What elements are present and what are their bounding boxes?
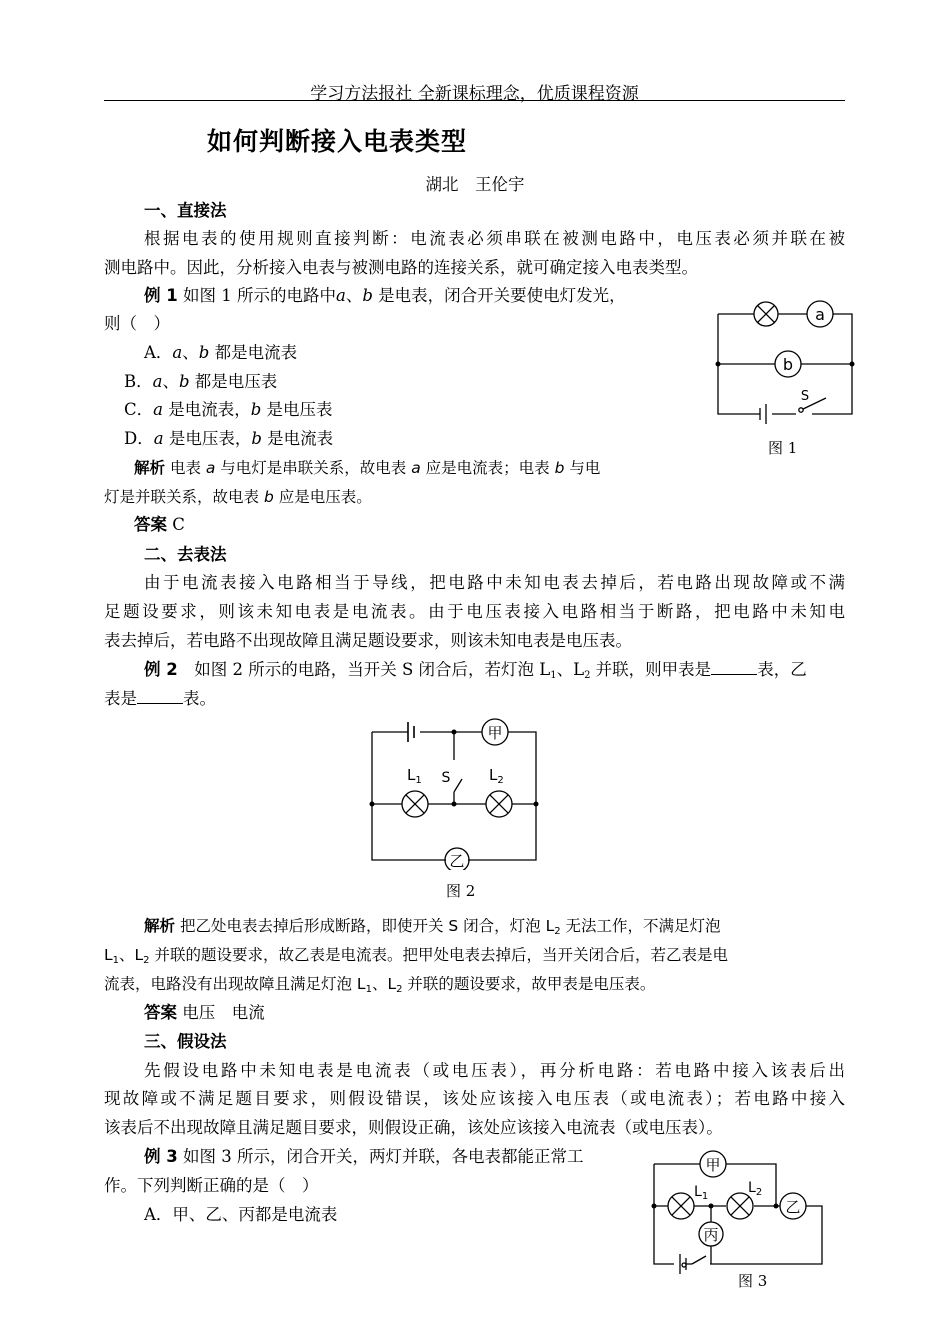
paragraph-2-line-3: 表去掉后，若电路不出现故障且满足题设要求，则该未知电表是电压表。 <box>104 631 632 650</box>
example-1-answer: 答案 C <box>134 515 185 534</box>
paragraph-3-line-3: 该表后不出现故障且满足题目要求，则假设正确，该处应该接入电流表（或电压表）。 <box>104 1118 723 1137</box>
example-2-question-line-2: 表是 表。 <box>104 689 216 708</box>
paragraph-1-line-2: 测电路中。因此，分析接入电表与被测电路的连接关系，就可确定接入电表类型。 <box>104 258 698 277</box>
answer-blank-2[interactable] <box>137 689 183 704</box>
paragraph-2-line-2: 足题设要求，则该未知电表是电流表。由于电压表接入电路相当于断路，把电路中未知电 <box>104 602 845 621</box>
example-2-analysis-line-3: 流表，电路没有出现故障且满足灯泡 $L_1$、$L_2$ 并联的题设要求，故甲表是电压表。 <box>104 975 656 995</box>
answer-blank-1[interactable] <box>711 660 757 675</box>
section-heading-1: 一、直接法 <box>144 201 227 220</box>
example-3-option-a: A．甲、乙、丙都是电流表 <box>144 1205 338 1224</box>
lamp-l2-label: $L_2$ <box>748 1180 763 1198</box>
example-2-question-line-1: 例 2 如图 2 所示的电路，当开关 S 闭合后，若灯泡 $L_1$、$L_2$ 并联，则甲表是 表，乙 <box>144 660 807 681</box>
meter-yi-label: 乙 <box>785 1198 801 1216</box>
page-header: 学习方法报社 全新课标理念，优质课程资源 <box>310 84 639 104</box>
meter-b-label: b <box>782 355 794 374</box>
example-2-analysis-line-1: 解析 把乙处电表去掉后形成断路，即使开关 S 闭合，灯泡 $L_2$ 无法工作，不满足灯泡 <box>144 917 721 937</box>
example-1-option-a: A．a、b 都是电流表 <box>144 343 298 362</box>
meter-jia-label: 甲 <box>705 1156 721 1174</box>
author: 湖北 王伦宇 <box>425 175 525 194</box>
example-1-analysis-line-2: 灯是并联关系，故电表 b 应是电压表。 <box>104 488 372 506</box>
header-rule <box>104 100 845 101</box>
example-1-option-c: C．a 是电流表，b 是电压表 <box>124 400 333 419</box>
meter-a-label: a <box>815 305 825 324</box>
example-1-analysis-line-1: 解析 电表 a 与电灯是串联关系，故电表 a 应是电流表；电表 b 与电 <box>134 459 601 477</box>
example-2-analysis-line-2: $L_1$、$L_2$ 并联的题设要求，故乙表是电流表。把甲处电表去掉后，当开关闭合后，若乙表是电 <box>104 946 728 966</box>
example-1-option-d: D．a 是电压表，b 是电流表 <box>124 429 334 448</box>
meter-bing-label: 丙 <box>703 1226 719 1244</box>
example-1-question-line-2: 则（ ） <box>104 314 170 333</box>
page-title: 如何判断接入电表类型 <box>207 127 468 156</box>
lamp-l1-label: $L_1$ <box>407 766 422 786</box>
example-1-label: 例 1 <box>144 286 178 305</box>
switch-label: S <box>441 770 451 786</box>
paragraph-3-line-1: 先假设电路中未知电表是电流表（或电压表），再分析电路：若电路中接入该表后出 <box>144 1061 845 1080</box>
lamp-l2-label: $L_2$ <box>489 766 504 786</box>
example-3-question-line-2: 作。下列判断正确的是（ ） <box>104 1176 319 1195</box>
figure-2-caption: 图 2 <box>446 882 476 900</box>
example-1-option-b: B．a、b 都是电压表 <box>124 372 278 391</box>
switch-label: S <box>800 389 810 404</box>
section-heading-3: 三、假设法 <box>144 1032 227 1051</box>
paragraph-3-line-2: 现故障或不满足题目要求，则假设错误，该处应该接入电压表（或电流表）；若电路中接入 <box>104 1089 845 1108</box>
section-heading-2: 二、去表法 <box>144 545 227 564</box>
lamp-l1-label: $L_1$ <box>694 1184 709 1202</box>
example-2-answer: 答案 电压 电流 <box>144 1003 265 1022</box>
figure-1-circuit <box>712 296 862 426</box>
meter-yi-label: 乙 <box>449 852 465 870</box>
paragraph-1-line-1: 根据电表的使用规则直接判断：电流表必须串联在被测电路中，电压表必须并联在被 <box>144 229 845 248</box>
example-3-question-line-1: 例 3 如图 3 所示，闭合开关，两灯并联，各电表都能正常工 <box>144 1147 584 1166</box>
paragraph-2-line-1: 由于电流表接入电路相当于导线，把电路中未知电表去掉后，若电路出现故障或不满 <box>144 573 845 592</box>
example-1-question-line-1: 例 1 如图 1 所示的电路中a、b 是电表，闭合开关要使电灯发光， <box>144 286 626 305</box>
figure-1-caption: 图 1 <box>768 439 798 457</box>
figure-2-circuit <box>362 712 552 870</box>
figure-3-circuit <box>640 1146 830 1278</box>
figure-3-caption: 图 3 <box>738 1272 768 1290</box>
meter-jia-label: 甲 <box>487 724 503 742</box>
